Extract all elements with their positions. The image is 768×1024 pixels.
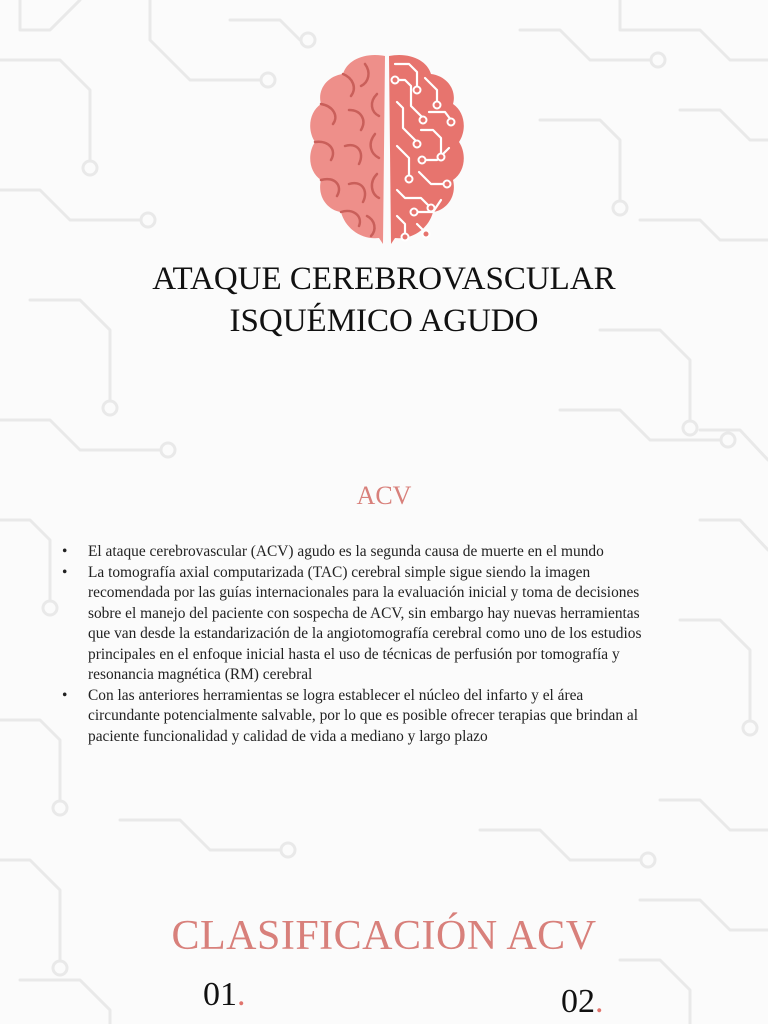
- number-value: 02: [561, 983, 595, 1020]
- number-dot: .: [595, 983, 604, 1020]
- brain-left-hemisphere: [310, 55, 385, 244]
- classification-number-1: [203, 976, 246, 1014]
- classification-title: CLASIFICACIÓN ACV: [171, 913, 597, 959]
- bullet-text: Con las anteriores herramientas se logra establecer el núcleo del infarto y el área circundante potencialmente salvable, por lo que es posible ofrecer terapias que brindan al paciente funcionalidad y calidad de vida a mediano y largo plazo: [88, 686, 638, 745]
- bullet-marker: •: [62, 543, 68, 560]
- main-title: [0, 258, 768, 342]
- brain-circuit-icon: [305, 50, 470, 255]
- list-item: [62, 563, 642, 686]
- main-title-line-2: ISQUÉMICO AGUDO: [229, 303, 539, 339]
- classification-number-2: [561, 983, 604, 1021]
- list-item: [62, 542, 642, 563]
- number-value: 01: [203, 976, 237, 1013]
- list-item: [62, 686, 642, 748]
- section-heading: ACV: [356, 481, 412, 510]
- bullet-list: [62, 542, 642, 747]
- number-dot: .: [237, 976, 246, 1013]
- bullet-marker: •: [62, 686, 68, 704]
- main-title-line-1: ATAQUE CEREBROVASCULAR: [152, 261, 616, 297]
- bullet-text: El ataque cerebrovascular (ACV) agudo es la segunda causa de muerte en el mundo: [88, 543, 604, 560]
- bullet-marker: •: [62, 563, 68, 581]
- bullet-text: La tomografía axial computarizada (TAC) cerebral simple sigue siendo la imagen recomendada por las guías internacionales para la evaluación inicial y toma de decisiones sobre el manejo del paciente con sospecha de ACV, sin embargo hay nuevas herramientas que van desde la estandarización de la angiotomografía cerebral como uno de los estudios principales en el enfoque inicial hasta el uso de técnicas de perfusión por tomografía y resonancia magnética (RM) cerebral: [88, 563, 642, 683]
